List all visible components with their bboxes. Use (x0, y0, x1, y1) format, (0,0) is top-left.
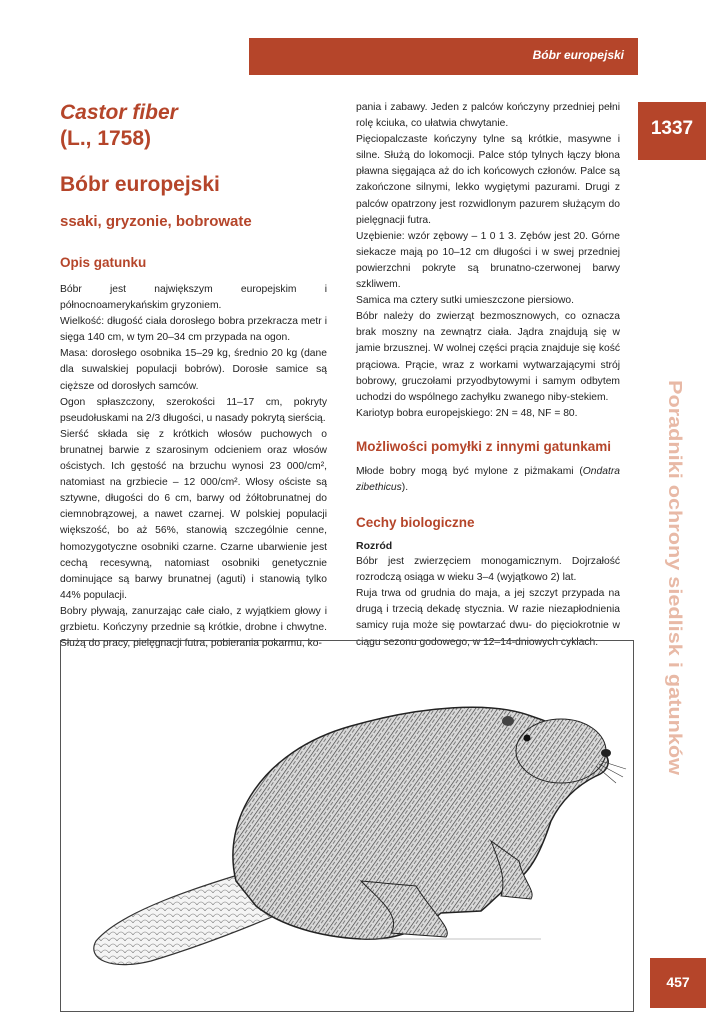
opis-continued (356, 100, 620, 422)
section-heading-opis: Opis gatunku (60, 255, 147, 270)
paragraph: Ruja trwa od grudnia do maja, a jej szczyt przypada na drugą i trzecią dekadę stycznia. W razie niezapłodnienia samicy ruja może się powtarzać dwu- do pięciokrotnie w ciągu sezonu godowego, w 12–14-dniowych cyklach. (356, 588, 620, 648)
header-bar (249, 38, 638, 75)
paragraph: Bobry pływają, zanurzając całe ciało, z wyjątkiem głowy i grzbietu. Kończyny przednie są krótkie, drobne i chwytne. Służą do pracy, pielęgnacji futra, pobierania pokarmu, ko- (60, 605, 327, 650)
common-name: Bóbr europejski (60, 173, 220, 196)
page-number-tab (650, 958, 706, 1008)
species-number-tab (638, 102, 706, 160)
section-heading-cechy: Cechy biologiczne (356, 515, 475, 531)
paragraph: Wielkość: długość ciała dorosłego bobra przekracza metr i sięga 140 cm, w tym 20–34 cm przypada na ogon. (60, 316, 327, 344)
pomylki-text (356, 464, 620, 496)
species-author: (L., 1758) (60, 127, 152, 150)
subheading-rozrod: Rozród (356, 540, 393, 553)
paragraph: Bóbr jest zwierzęciem monogamicznym. Dojrzałość rozrodczą osiąga w wieku 3–4 (wyjątkowo 2) lat. (356, 556, 620, 584)
beaver-eye (524, 735, 531, 742)
paragraph: Kariotyp bobra europejskiego: 2N = 48, NF = 80. (356, 407, 578, 419)
latin-name: Castor fiber (60, 101, 178, 124)
species-number: 1337 (650, 118, 694, 139)
paragraph: Samica ma cztery sutki umieszczone piersiowo. (356, 295, 575, 307)
paragraph: Masa: dorosłego osobnika 15–29 kg, średnio 20 kg (dane dla suwalskiej populacji bobrów). Dorosłe samice są cięższe od dorosłych samców. (60, 348, 327, 392)
section-heading-pomylki: Możliwości pomyłki z innymi gatunkami (356, 438, 612, 454)
side-title-text: Poradniki ochrony siedlisk i gatunków (665, 380, 685, 709)
paragraph: Pięciopalczaste kończyny tylne są krótkie, masywne i silne. Służą do lokomocji. Palce stóp tylnych łączy błona pławna sięgająca aż do ich końcowych członów. Palce są zakończone silnymi, lekko wygiętymi pazurami. Drugi z palców opatrzony jest rozwidlonym pazurem służącym do pielęgnacji futra. (356, 134, 620, 226)
page-number: 457 (666, 974, 690, 990)
paragraph: Bóbr należy do zwierząt bezmosznowych, co oznacza brak moszny na zewnątrz ciała. Jądra znajdują się w jamie brzusznej. W wolnej części prącia znajduje się kość prąciowa. Prącie, wraz z workami wytwarzającymi strój bobrowy, gruczołami przyodbytowymi i samym odbytem uchodzi do wspólnego zachyłku zwanego niby-stekiem. (356, 311, 620, 403)
taxonomy: ssaki, gryzonie, bobrowate (60, 213, 252, 230)
text-fragment: ). (401, 481, 409, 493)
beaver-drawing (61, 641, 633, 1011)
right-column (356, 100, 620, 651)
paragraph: Ogon spłaszczony, szerokości 11–17 cm, pokryty pseudołuskami na 2/3 długości, u nasady pokrytą sierścią. (60, 396, 327, 424)
species-latin-ref: Ondatra zibethicus (356, 465, 620, 493)
paragraph: Sierść składa się z krótkich włosów puchowych o brunatnej barwie z szarosinym odcieniem oraz włosów ościstych. Ich gęstość na brzuchu wynosi 23 000/cm², natomiast na grzbiecie – 12 000/cm². Włosy ościste są sztywne, długości do 6 cm, barwy od żółtobrunatnej do ciemnobrązowej, a nawet czarnej. W polskiej populacji większość, bo aż 56%, stanowią szczególnie cenne, homozygotyczne osobniki czarne. Czarne ubarwienie jest cechą recesywną, natomiast osobniki genetycznie dominujące są barwy brunatnej (aguti) i stanowią tylko 44% populacji. (60, 428, 327, 601)
paragraph: pania i zabawy. Jeden z palców kończyny przedniej pełni rolę kciuka, co ułatwia chwytanie. (356, 102, 620, 130)
paragraph: Bóbr jest największym europejskim i północnoamerykańskim gryzoniem. (60, 284, 327, 312)
header-title: Bóbr europejski (532, 48, 624, 62)
left-column (60, 100, 327, 652)
paragraph: Uzębienie: wzór zębowy – 1 0 1 3. Zębów jest 20. Górne siekacze mają po 10–12 cm długości i w swej przedniej powierzchni pokryte są brunatno-czerwonej barwy szkliwem. (356, 230, 620, 291)
beaver-illustration (60, 640, 634, 1012)
side-title (661, 380, 691, 800)
opis-text (60, 282, 327, 652)
text-fragment: Młode bobry mogą być mylone z piżmakami ( (356, 465, 583, 477)
